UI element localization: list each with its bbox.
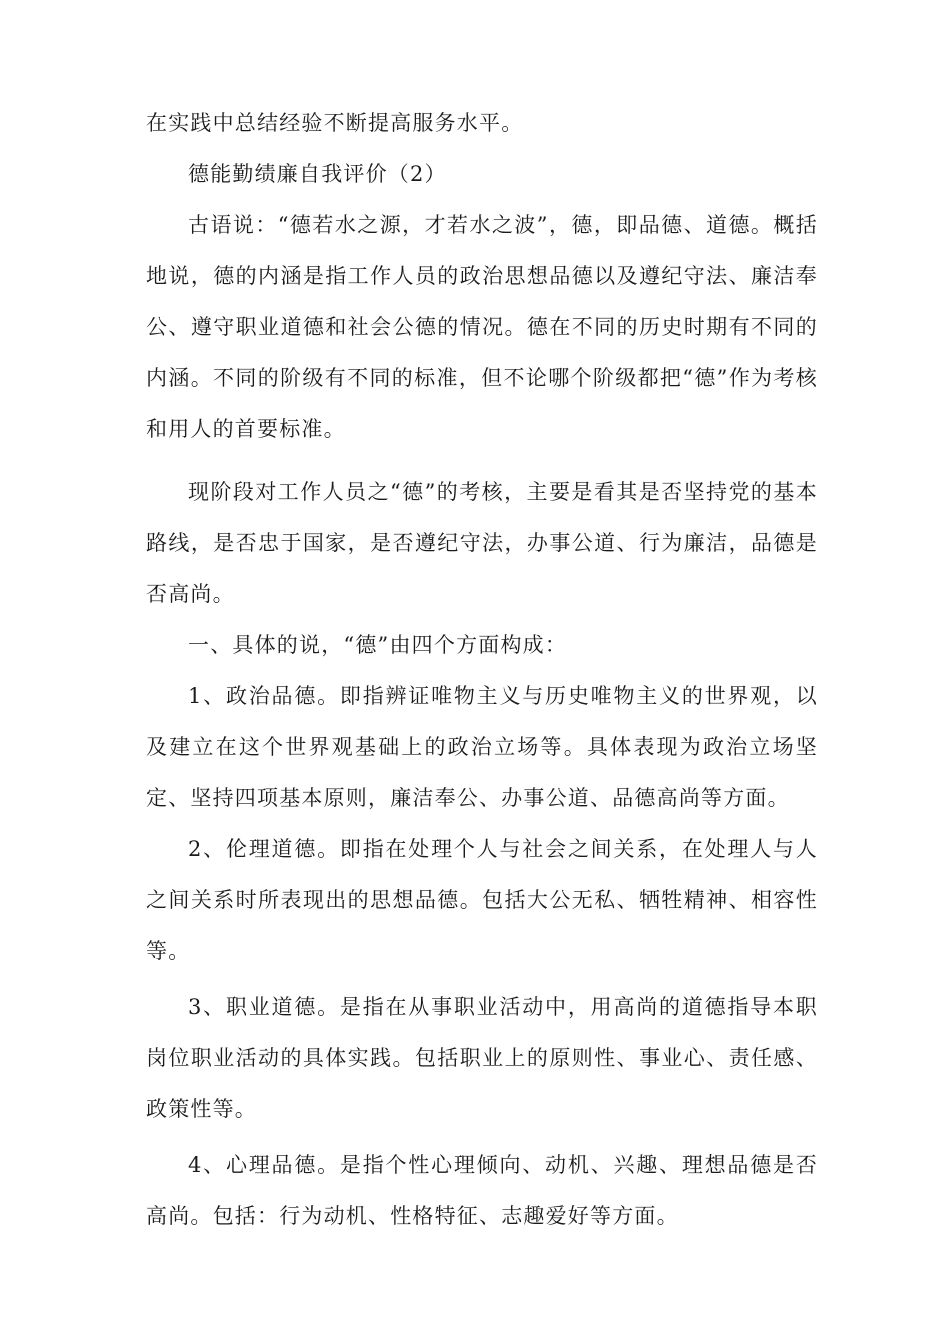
list-item-professional: 3、职业道德。是指在从事职业活动中，用高尚的道德指导本职岗位职业活动的具体实践。包括职业上的原则性、事业心、责任感、政策性等。 bbox=[146, 995, 818, 1121]
paragraph-intro: 古语说：“德若水之源，才若水之波”，德，即品德、道德。概括地说，德的内涵是指工作人员的政治思想品德以及遵纪守法、廉洁奉公、遵守职业道德和社会公德的情况。德在不同的历史时期有不同的内涵。不同的阶级有不同的标准，但不论哪个阶级都把“德”作为考核和用人的首要标准。 bbox=[146, 213, 818, 441]
paragraph-assessment: 现阶段对工作人员之“德”的考核，主要是看其是否坚持党的基本路线，是否忠于国家，是否遵纪守法，办事公道、行为廉洁，品德是否高尚。 bbox=[146, 480, 818, 606]
section-title: 德能勤绩廉自我评价（2） bbox=[188, 162, 447, 186]
list-item-political: 1、政治品德。即指辨证唯物主义与历史唯物主义的世界观，以及建立在这个世界观基础上的政治立场等。具体表现为政治立场坚定、坚持四项基本原则，廉洁奉公、办事公道、品德高尚等方面。 bbox=[146, 684, 818, 810]
list-heading: 一、具体的说，“德”由四个方面构成： bbox=[188, 633, 568, 657]
list-item-psychological: 4、心理品德。是指个性心理倾向、动机、兴趣、理想品德是否高尚。包括：行为动机、性格特征、志趣爱好等方面。 bbox=[146, 1153, 818, 1228]
paragraph-continuation: 在实践中总结经验不断提高服务水平。 bbox=[146, 111, 524, 135]
list-item-ethics: 2、伦理道德。即指在处理个人与社会之间关系，在处理人与人之间关系时所表现出的思想品德。包括大公无私、牺牲精神、相容性等。 bbox=[146, 837, 818, 963]
document-body bbox=[146, 98, 818, 1242]
